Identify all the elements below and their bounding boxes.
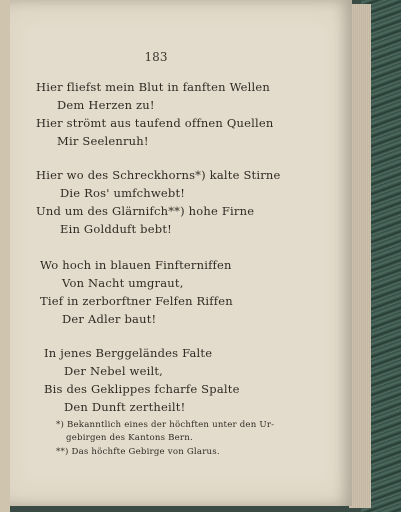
footnote-line: **) Das höchfte Gebirge von Glarus. — [56, 447, 220, 457]
verse-line: Hier strömt aus taufend offnen Quellen — [36, 116, 274, 130]
verse-line: In jenes Berggeländes Falte — [44, 346, 213, 360]
page-edges — [349, 4, 371, 508]
page-gutter — [0, 0, 10, 512]
verse-line: Die Ros' umfchwebt! — [60, 186, 186, 200]
verse-line: Tief in zerborftner Felfen Riffen — [40, 294, 233, 308]
verse-line: Hier fliefst mein Blut in fanften Wellen — [36, 80, 271, 94]
verse-line: Der Nebel weilt, — [64, 364, 164, 378]
footnote-line: gebirgen des Kantons Bern. — [66, 433, 193, 443]
verse-line: Dem Herzen zu! — [57, 98, 155, 112]
verse-line: Wo hoch in blauen Finfterniffen — [40, 258, 232, 272]
verse-line: Hier wo des Schreckhorns*) kalte Stirne — [36, 168, 281, 182]
verse-line: Ein Goldduft bebt! — [60, 222, 172, 236]
verse-line: Der Adler baut! — [62, 312, 157, 326]
footnote-line: *) Bekanntlich eines der höchften unter den Ur- — [56, 420, 275, 430]
verse-line: Den Dunft zertheilt! — [64, 400, 186, 414]
verse-line: Bis des Geklippes fcharfe Spalte — [44, 382, 240, 396]
verse-line: Und um des Glärnifch**) hohe Firne — [36, 204, 255, 218]
page-number: 183 — [144, 50, 168, 64]
verse-line: Mir Seelenruh! — [57, 134, 149, 148]
verse-line: Von Nacht umgraut, — [62, 276, 184, 290]
